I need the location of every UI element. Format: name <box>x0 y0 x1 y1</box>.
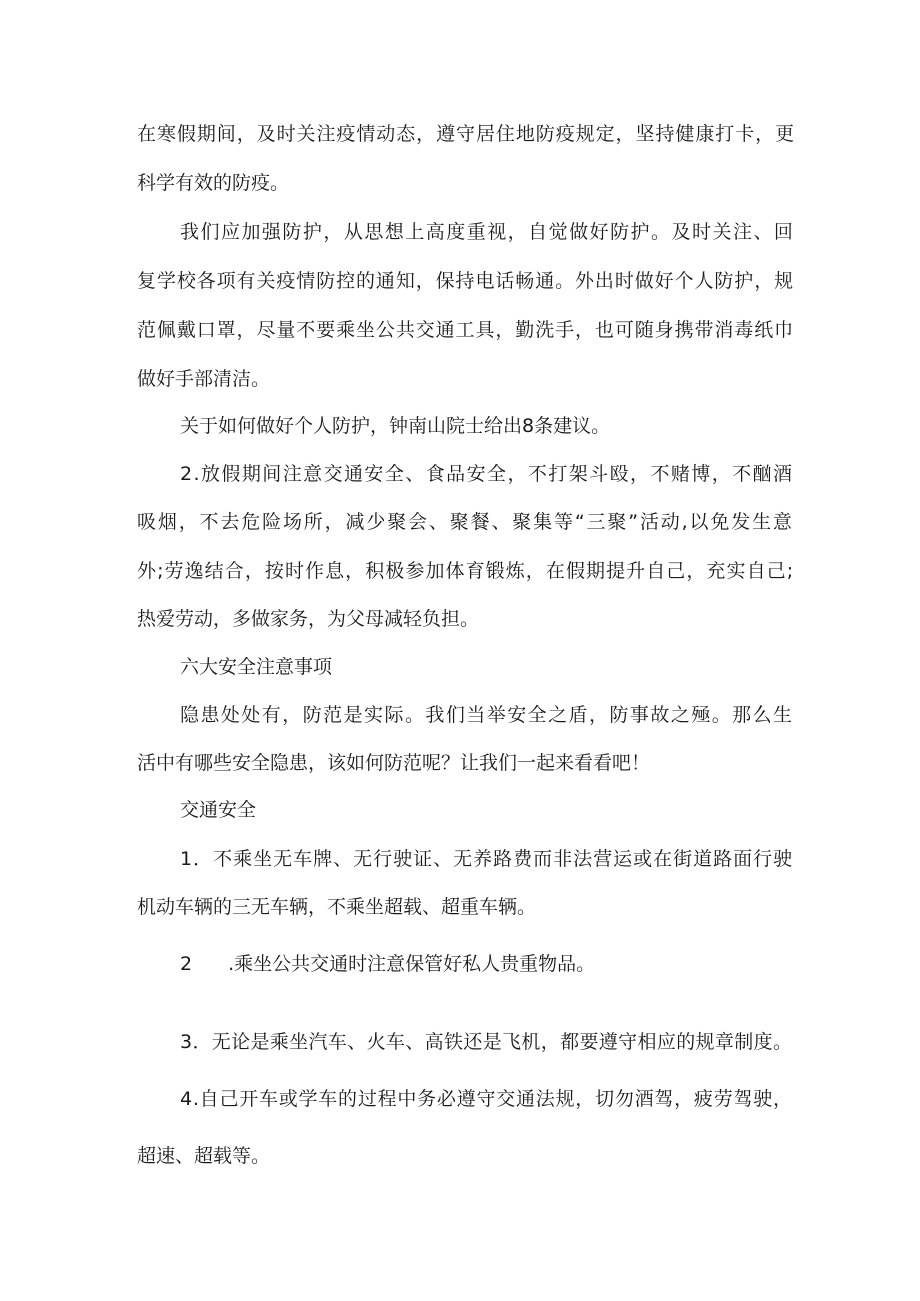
list-item-text: .乘坐公共交通时注意保管好私人贵重物品。 <box>228 953 596 975</box>
paragraph-line: 做好手部清洁。 <box>137 368 271 390</box>
list-item-line: 1．不乘坐无车牌、无行驶证、无养路费而非法营运或在街道路面行驶 <box>180 848 794 870</box>
list-item-line: 3．无论是乘坐汽车、火车、高铁还是飞机，都要遵守相应的规章制度。 <box>180 1031 793 1053</box>
paragraph-line: 隐患处处有，防范是实际。我们当举安全之盾，防事故之殛。那么生 <box>180 704 794 726</box>
paragraph-line: 活中有哪些安全隐患，该如何防范呢？让我们一起来看看吧！ <box>137 752 651 774</box>
list-item-line: 超速、超载等。 <box>137 1145 271 1167</box>
section-heading: 六大安全注意事项 <box>180 656 333 678</box>
list-item-number: 2 <box>180 953 193 975</box>
section-heading: 交通安全 <box>180 799 257 821</box>
paragraph-line: 外;劳逸结合，按时作息，积极参加体育锻炼，在假期提升自己，充实自己; <box>137 560 795 582</box>
paragraph-line: 热爱劳动，多做家务，为父母减轻负担。 <box>137 608 480 630</box>
paragraph-line: 范佩戴口罩，尽量不要乘坐公共交通工具，勤洗手，也可随身携带消毒纸巾 <box>137 319 795 341</box>
paragraph-line: 2.放假期间注意交通安全、食品安全，不打架斗殴，不赌博，不酗酒 <box>180 463 794 485</box>
paragraph-line: 我们应加强防护，从思想上高度重视，自觉做好防护。及时关注、回 <box>180 221 795 243</box>
paragraph-line: 关于如何做好个人防护，钟南山院士给出8条建议。 <box>180 415 611 437</box>
list-item-line: 机动车辆的三无车辆，不乘坐超载、超重车辆。 <box>137 896 537 918</box>
paragraph-line: 复学校各项有关疫情防控的通知，保持电话畅通。外出时做好个人防护，规 <box>137 270 795 292</box>
paragraph-line: 科学有效的防疫。 <box>137 172 290 194</box>
paragraph-line: 吸烟，不去危险场所，减少聚会、聚餐、聚集等“三聚”活动,以免发生意 <box>137 511 794 533</box>
list-item-line <box>180 952 595 976</box>
list-item-line: 4.自己开车或学车的过程中务必遵守交通法规，切勿酒驾，疲劳驾驶， <box>180 1088 793 1110</box>
paragraph-line: 在寒假期间，及时关注疫情动态，遵守居住地防疫规定，坚持健康打卡，更 <box>137 123 796 145</box>
